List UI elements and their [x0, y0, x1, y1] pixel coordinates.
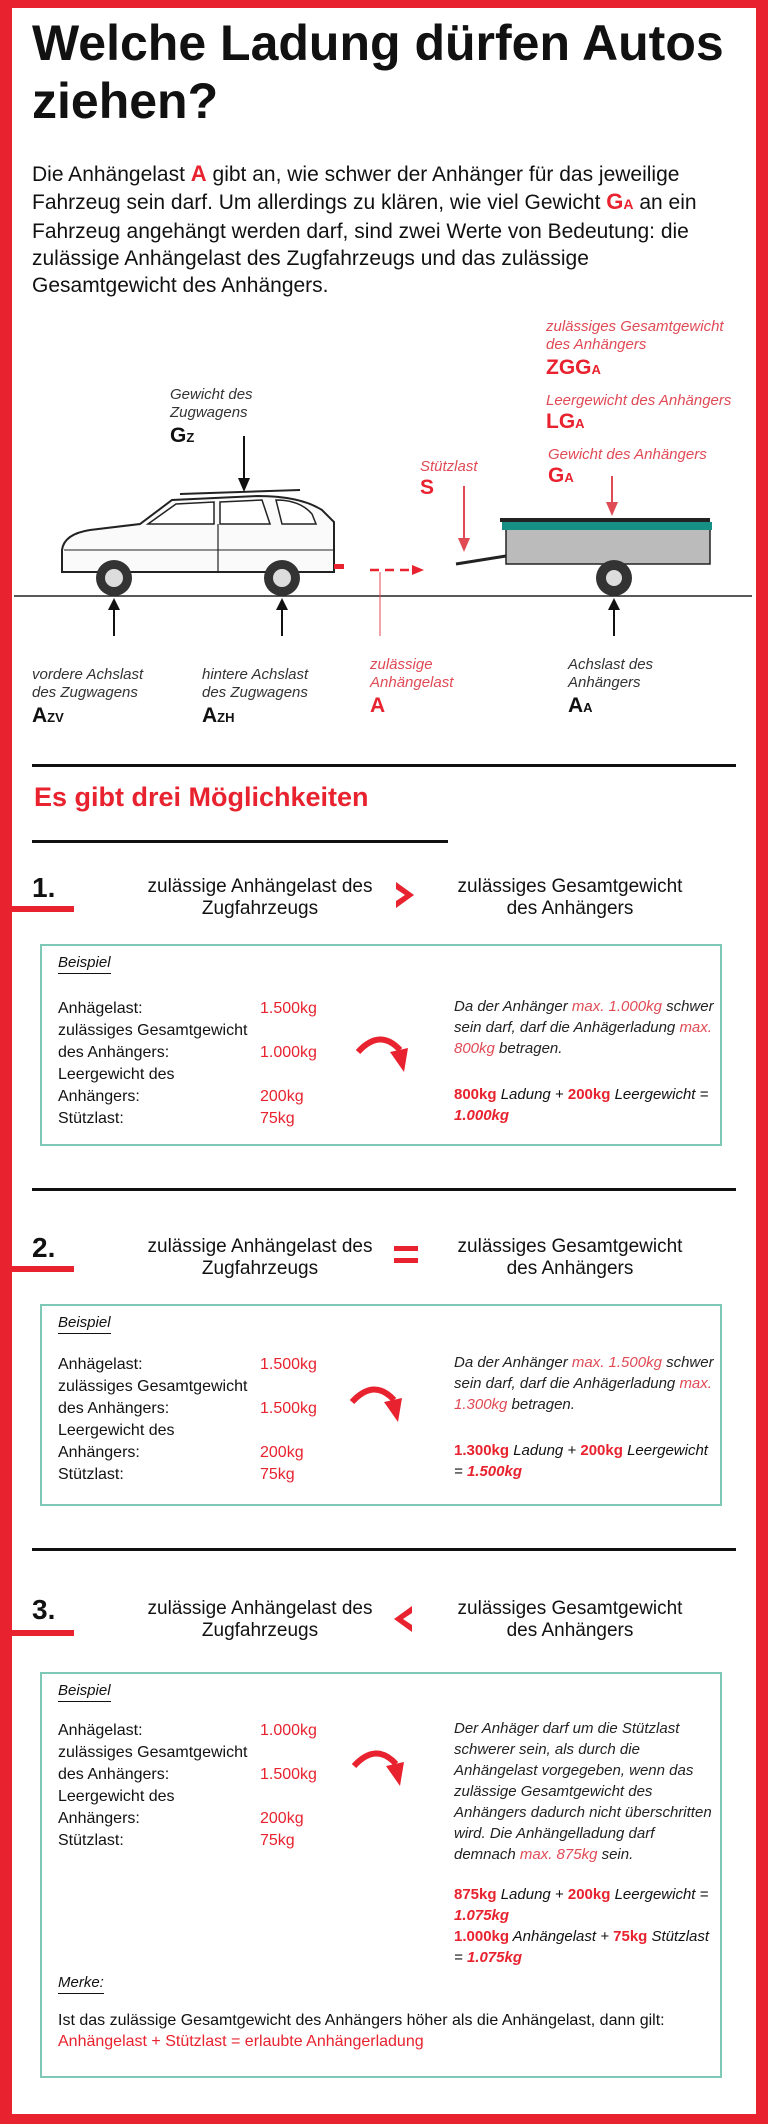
- lg-label: Leergewicht des Anhängers: [546, 392, 732, 409]
- option-3-sum-result: 1.075kg: [454, 1907, 510, 1924]
- option-1-sum-part: Leergewicht =: [610, 1086, 709, 1103]
- option-2-row: zulässiges Gesamtgewicht: [58, 1378, 248, 1395]
- a-label: zulässige Anhängelast: [370, 656, 454, 691]
- option-3-sum2-result: 1.075kg: [466, 1949, 522, 1966]
- option-1-row: zulässiges Gesamtgewicht: [58, 1022, 248, 1039]
- azv-label: vordere Achslast des Zugwagens: [32, 666, 144, 701]
- option-1-example-title: Beispiel: [58, 954, 111, 974]
- option-3-row: zulässiges Gesamtgewicht: [58, 1744, 248, 1761]
- option-1-number: 1.: [32, 872, 56, 903]
- option-2-value: 200kg: [260, 1444, 304, 1461]
- option-1-row: Leergewicht des: [58, 1066, 175, 1083]
- azh-code-letter: A: [202, 704, 218, 727]
- option-3-row: Stützlast:: [58, 1832, 124, 1849]
- merke-formula: Anhängelast + Stützlast = erlaubte Anhängerladung: [58, 2033, 424, 2050]
- option-1-right: zulässiges Gesamtgewicht des Anhängers: [457, 876, 683, 919]
- option-1-sum-value: 200kg: [567, 1086, 611, 1103]
- option-2-explanation-part: schwer sein darf, darf die Anhägerladung: [454, 1354, 714, 1392]
- option-3-sum-part: Leergewicht =: [610, 1886, 709, 1903]
- option-3-number: 3.: [32, 1594, 56, 1625]
- symbol-a: A: [190, 161, 207, 186]
- option-1-sum-part: Ladung +: [496, 1086, 568, 1103]
- option-3-value: 200kg: [260, 1810, 304, 1827]
- aa-code-sub: A: [583, 700, 593, 715]
- lg-code-letters: LG: [546, 410, 576, 433]
- option-1-sum-value: 800kg: [454, 1086, 497, 1103]
- option-3-sum-value: 200kg: [567, 1886, 611, 1903]
- option-2-sum-part: Ladung +: [509, 1442, 581, 1459]
- azh-label: hintere Achslast des Zugwagens: [202, 666, 309, 701]
- option-1-row: des Anhängers:: [58, 1044, 170, 1061]
- option-3-value: 1.000kg: [260, 1722, 317, 1739]
- option-3-value: 1.500kg: [260, 1766, 317, 1783]
- gz-code-sub: Z: [186, 430, 195, 445]
- symbol-ga-sub: A: [623, 196, 634, 212]
- option-1-row: Anhängers:: [58, 1088, 140, 1105]
- option-1-explanation-value: max. 800kg: [454, 1019, 712, 1057]
- option-2-value: 1.500kg: [260, 1356, 317, 1373]
- option-1-explanation-part: betragen.: [494, 1040, 563, 1057]
- azv-code-letter: A: [32, 704, 48, 727]
- azv-code-sub: ZV: [47, 710, 64, 725]
- option-2-sum-part: Leergewicht =: [454, 1442, 708, 1480]
- intro-text-1: Die Anhängelast: [32, 163, 191, 186]
- option-3-sum2-value: 1.000kg: [454, 1928, 510, 1945]
- option-3-sum2-value: 75kg: [613, 1928, 648, 1945]
- s-label: Stützlast: [420, 458, 478, 475]
- option-2-sum-result: 1.500kg: [466, 1463, 522, 1480]
- option-3-value: 75kg: [260, 1832, 295, 1849]
- option-2-explanation-value: max. 1.300kg: [454, 1375, 712, 1413]
- option-3-sum-value: 875kg: [454, 1886, 497, 1903]
- merke-statement: Ist das zulässige Gesamtgewicht des Anhängers höher als die Anhängelast, dann gilt:: [58, 2012, 665, 2029]
- option-3-row: Anhägelast:: [58, 1722, 143, 1739]
- option-3-row: des Anhängers:: [58, 1766, 170, 1783]
- merke-title: Merke:: [58, 1974, 104, 1994]
- symbol-ga-letter: G: [606, 189, 624, 214]
- option-2-explanation-value: max. 1.500kg: [571, 1354, 662, 1371]
- a-code: A: [370, 694, 386, 717]
- option-3-explanation-value: max. 875kg: [519, 1846, 598, 1863]
- option-2-row: Leergewicht des: [58, 1422, 175, 1439]
- option-3-sum2-part: Anhängelast +: [509, 1928, 614, 1945]
- option-2-sum-value: 200kg: [580, 1442, 623, 1459]
- option-3-row: Anhängers:: [58, 1810, 140, 1827]
- option-1-explanation-part: schwer sein darf, darf die Anhägerladung: [454, 998, 714, 1036]
- azh-code-sub: ZH: [217, 710, 235, 725]
- option-2-left: zulässige Anhängelast des Zugfahrzeugs: [147, 1236, 373, 1279]
- option-2-sum-value: 1.300kg: [454, 1442, 510, 1459]
- option-1-value: 1.500kg: [260, 1000, 317, 1017]
- intro-text-2: gibt an, wie schwer der Anhänger für das jeweilige Fahrzeug sein darf. Um allerdings zu klären, wie viel Gewicht: [32, 163, 680, 214]
- option-1-value: 1.000kg: [260, 1044, 317, 1061]
- option-3-row: Leergewicht des: [58, 1788, 175, 1805]
- aa-label: Achslast des Anhängers: [568, 656, 654, 691]
- intro-text-3: an ein Fahrzeug angehängt werden darf, sind zwei Werte von Bedeutung: die zulässige Anhängelast des Zugfahrzeugs und das zulässige Gesamtgewicht des Anhängers.: [32, 191, 697, 297]
- option-3-right: zulässiges Gesamtgewicht des Anhängers: [457, 1598, 683, 1641]
- option-2-right: zulässiges Gesamtgewicht des Anhängers: [457, 1236, 683, 1279]
- s-code: S: [420, 476, 435, 499]
- option-2-number: 2.: [32, 1232, 56, 1263]
- page-title: Welche Ladung dürfen Autos ziehen?: [32, 15, 724, 129]
- option-1-sum-result: 1.000kg: [454, 1107, 510, 1124]
- section-title: Es gibt drei Möglichkeiten: [34, 782, 369, 812]
- option-1-row: Stützlast:: [58, 1110, 124, 1127]
- gz-label: Gewicht des Zugwagens: [170, 386, 253, 421]
- ga-label: Gewicht des Anhängers: [548, 446, 707, 463]
- option-1-explanation-part: Da der Anhänger: [454, 998, 572, 1015]
- option-1-left: zulässige Anhängelast des Zugfahrzeugs: [147, 876, 373, 919]
- ga-code-sub: A: [564, 470, 574, 485]
- option-1-explanation-value: max. 1.000kg: [571, 998, 662, 1015]
- option-1-row: Anhägelast:: [58, 1000, 143, 1017]
- option-3-sum2-part: Stützlast =: [454, 1928, 710, 1966]
- zgg-code-letters: ZGG: [546, 356, 592, 379]
- option-3-explanation-part: sein.: [597, 1846, 634, 1863]
- option-2-row: Anhägelast:: [58, 1356, 143, 1373]
- lg-code-sub: A: [575, 416, 585, 431]
- option-3-example-title: Beispiel: [58, 1682, 111, 1702]
- ga-code-letter: G: [548, 464, 565, 487]
- option-3-explanation-part: Der Anhäger darf um die Stützlast schwerer sein, als durch die Anhängelast vorgegeben, wenn das zulässige Gesamtgewicht des Anhängers dadurch nicht überschritten wird. Die Anhängelladung darf demnach: [454, 1720, 712, 1863]
- option-2-example-title: Beispiel: [58, 1314, 111, 1334]
- option-2-row: Stützlast:: [58, 1466, 124, 1483]
- option-2-explanation-part: Da der Anhänger: [454, 1354, 572, 1371]
- option-2-row: Anhängers:: [58, 1444, 140, 1461]
- option-3-sum-part: Ladung +: [496, 1886, 568, 1903]
- zgg-code-sub: A: [591, 362, 601, 377]
- zgg-label: zulässiges Gesamtgewicht des Anhängers: [546, 318, 724, 353]
- option-2-value: 1.500kg: [260, 1400, 317, 1417]
- gz-code-letter: G: [170, 424, 187, 447]
- aa-code-letter: A: [568, 694, 584, 717]
- option-1-value: 75kg: [260, 1110, 295, 1127]
- option-1-value: 200kg: [260, 1088, 304, 1105]
- option-3-left: zulässige Anhängelast des Zugfahrzeugs: [147, 1598, 373, 1641]
- option-2-explanation-part: betragen.: [507, 1396, 575, 1413]
- option-2-row: des Anhängers:: [58, 1400, 170, 1417]
- option-2-value: 75kg: [260, 1466, 295, 1483]
